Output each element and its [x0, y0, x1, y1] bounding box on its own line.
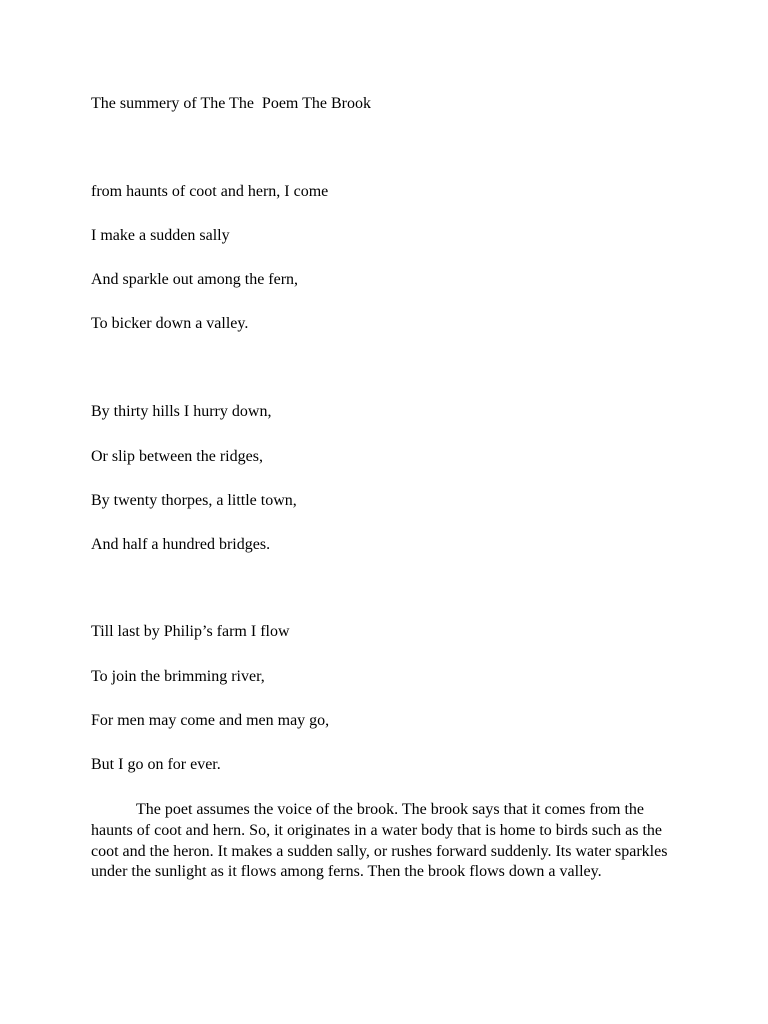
stanza-2-line-4: And half a hundred bridges. — [91, 536, 271, 553]
stanza-2-line-3: By twenty thorpes, a little town, — [91, 492, 297, 509]
stanza-1-line-1: from haunts of coot and hern, I come — [91, 183, 329, 200]
stanza-3-line-4: But I go on for ever. — [91, 756, 221, 773]
stanza-1-line-4: To bicker down a valley. — [91, 315, 249, 332]
stanza-3-line-2: To join the brimming river, — [91, 668, 265, 685]
stanza-1-line-3: And sparkle out among the fern, — [91, 271, 299, 288]
stanza-2-line-1: By thirty hills I hurry down, — [91, 403, 272, 420]
document-title: The summery of The The Poem The Brook — [91, 95, 371, 112]
stanza-2-line-2: Or slip between the ridges, — [91, 448, 263, 465]
summary-paragraph: The poet assumes the voice of the brook. The brook says that it comes from the haunts of coot and hern. So, it originates in a water body that is home to birds such as the coot and the heron. It makes a sudden sally, or rushes forward suddenly. Its water sparkles under the sunlight as it flows among ferns. Then the brook flows down a valley. — [91, 801, 668, 881]
stanza-3-line-1: Till last by Philip’s farm I flow — [91, 623, 290, 640]
stanza-3-line-3: For men may come and men may go, — [91, 712, 330, 729]
stanza-1-line-2: I make a sudden sally — [91, 227, 230, 244]
